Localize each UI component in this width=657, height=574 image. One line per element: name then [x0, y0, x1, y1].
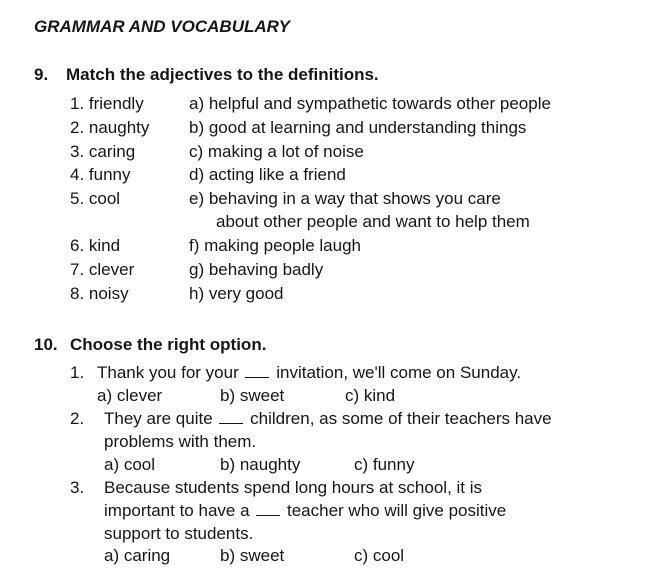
question-text-part: They are quite [104, 409, 213, 428]
option-c: c) cool [354, 546, 405, 565]
answer-blank [219, 422, 243, 424]
exercise-9-instruction: Match the adjectives to the definitions. [66, 65, 379, 84]
word-item: 4. funny [70, 165, 131, 184]
question-2-text [104, 409, 552, 429]
word-item: 2. naughty [70, 118, 150, 137]
option-b: b) sweet [220, 386, 285, 405]
definition-continuation: about other people and want to help them [216, 212, 530, 231]
question-1-text [97, 363, 521, 383]
definition-item: e) behaving in a way that shows you care [189, 189, 501, 208]
option-a: a) cool [104, 455, 156, 474]
definition-item: a) helpful and sympathetic towards other people [189, 94, 551, 113]
word-item: 5. cool [70, 189, 121, 208]
word-item: 7. clever [70, 260, 135, 279]
definition-item: g) behaving badly [189, 260, 324, 279]
answer-blank [245, 376, 269, 378]
question-text-line: problems with them. [104, 432, 257, 451]
option-a: a) clever [97, 386, 163, 405]
section-title: GRAMMAR AND VOCABULARY [34, 17, 290, 36]
definition-item: h) very good [189, 284, 284, 303]
question-text-line: Because students spend long hours at school, it is [104, 478, 483, 497]
definition-item: d) acting like a friend [189, 165, 346, 184]
option-a: a) caring [104, 546, 171, 565]
question-3-text [104, 501, 506, 521]
question-text-part: Thank you for your [97, 363, 239, 382]
word-item: 8. noisy [70, 284, 129, 303]
question-text-part: children, as some of their teachers have [250, 409, 552, 428]
option-c: c) funny [354, 455, 415, 474]
question-number: 3. [70, 478, 85, 497]
option-c: c) kind [345, 386, 396, 405]
word-item: 1. friendly [70, 94, 144, 113]
answer-blank [256, 514, 280, 516]
definition-item: c) making a lot of noise [189, 142, 364, 161]
word-item: 3. caring [70, 142, 136, 161]
exercise-10-number: 10. [34, 335, 58, 354]
question-number: 1. [70, 363, 85, 382]
word-item: 6. kind [70, 236, 121, 255]
question-text-part: invitation, we'll come on Sunday. [276, 363, 522, 382]
option-b: b) sweet [220, 546, 285, 565]
question-text-line: support to students. [104, 524, 254, 543]
question-number: 2. [70, 409, 85, 428]
definition-item: f) making people laugh [189, 236, 362, 255]
option-b: b) naughty [220, 455, 301, 474]
question-text-part: important to have a [104, 501, 250, 520]
definition-item: b) good at learning and understanding things [189, 118, 527, 137]
exercise-10-instruction: Choose the right option. [70, 335, 267, 354]
exercise-9-number: 9. [34, 65, 49, 84]
question-text-part: teacher who will give positive [287, 501, 507, 520]
